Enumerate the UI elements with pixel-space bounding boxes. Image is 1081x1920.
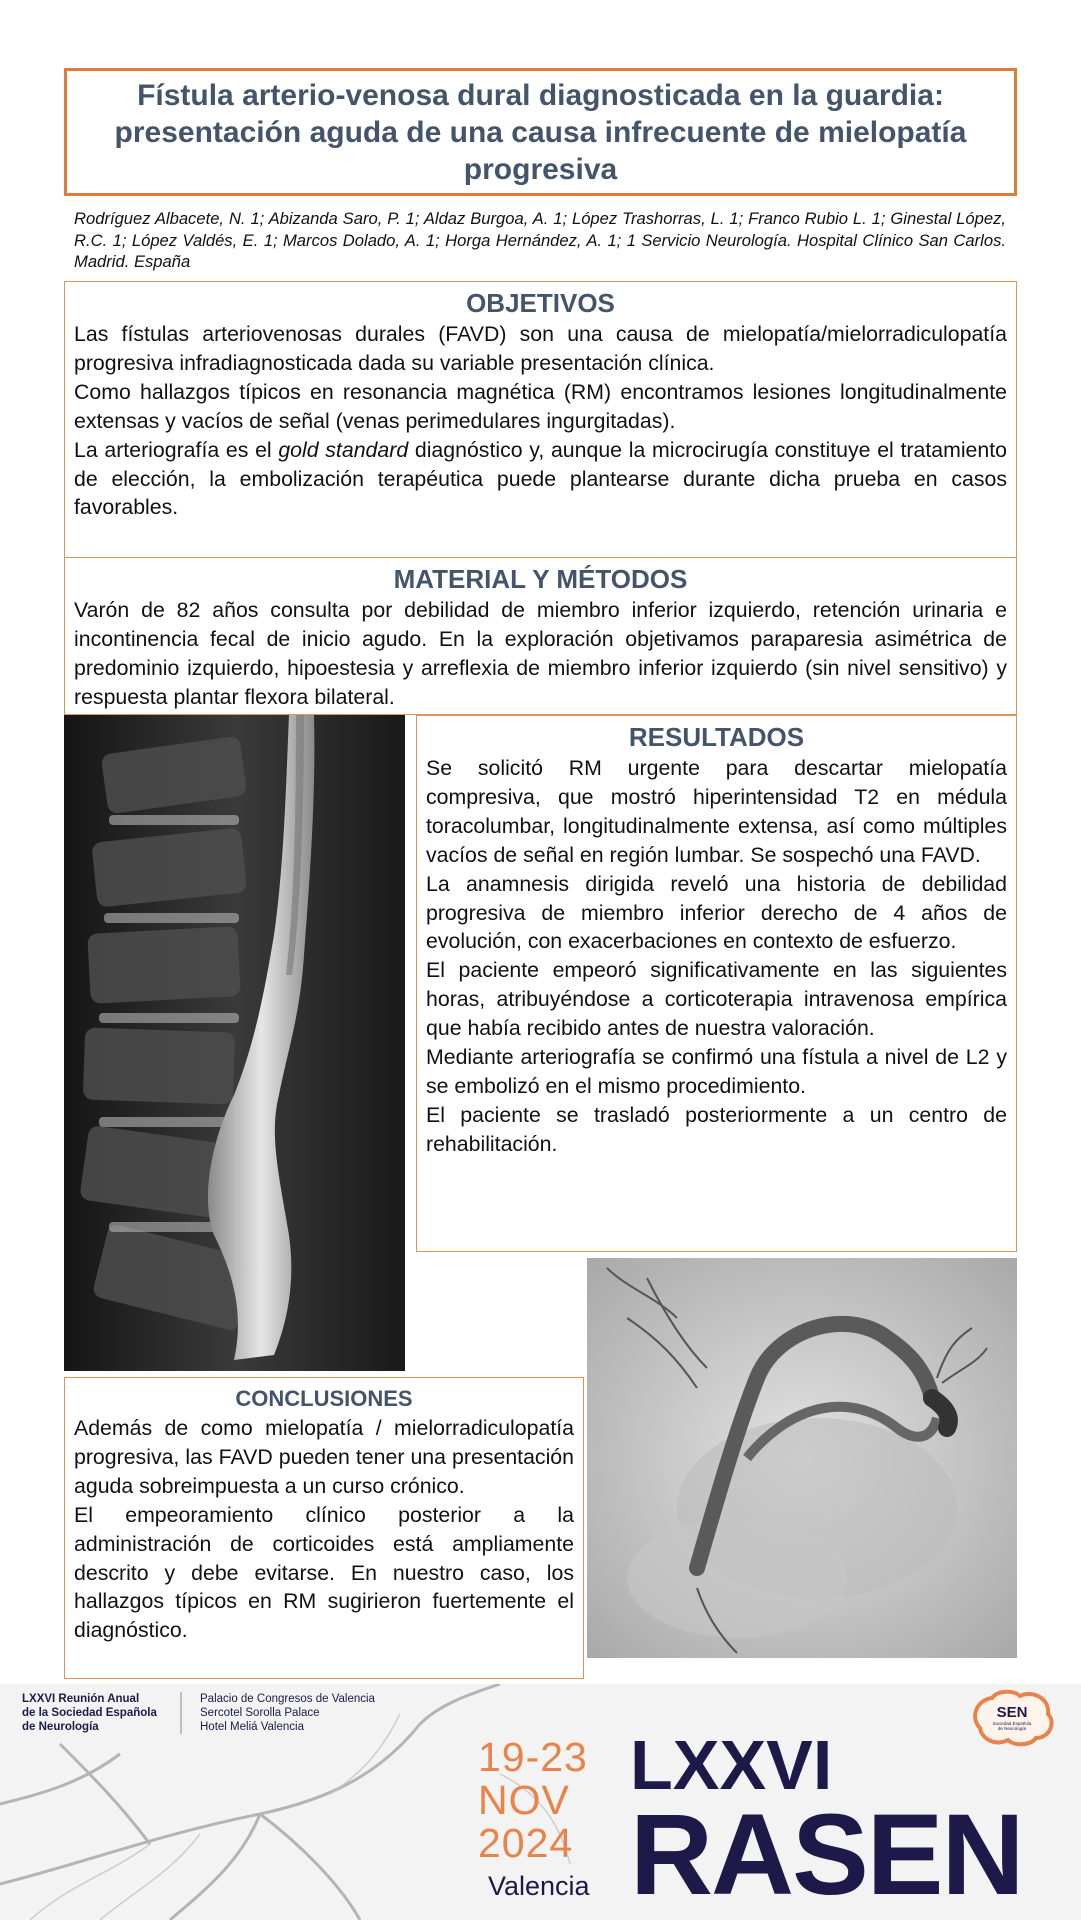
angiography-image — [587, 1258, 1017, 1658]
title-box — [64, 68, 1017, 196]
material-heading: MATERIAL Y MÉTODOS — [393, 564, 688, 594]
brand-rasen: RASEN — [630, 1791, 1023, 1919]
resultados-heading: RESULTADOS — [628, 722, 805, 752]
mri-image — [64, 715, 405, 1371]
conclusiones-heading: CONCLUSIONES — [235, 1386, 413, 1411]
venue-3: Hotel Meliá Valencia — [200, 1721, 304, 1733]
dates-month: NOV — [478, 1777, 570, 1823]
venues — [200, 1692, 375, 1734]
org-name — [22, 1692, 157, 1734]
sen-sub-2: de Neurología — [997, 1726, 1027, 1731]
resultados-paragraph-2: La anamnesis dirigida reveló una historia de debilidad progresiva de miembro inferior derecho de 4 años de evolución, con exacerbaciones en contexto de esfuerzo. — [426, 871, 1007, 954]
resultados-section — [416, 715, 1017, 1252]
resultados-paragraph-3: El paciente empeoró significativamente en las siguientes horas, atribuyéndose a corticoterapia intravenosa empírica que había recibido antes de nuestra valoración. — [426, 958, 1007, 1041]
objetivos-section — [64, 281, 1017, 558]
sen-logo-text: SEN — [996, 1704, 1028, 1721]
mri-illustration — [64, 715, 405, 1371]
brand-lxxvi: LXXVI — [630, 1726, 833, 1804]
resultados-paragraph-1: Se solicitó RM urgente para descartar mielopatía compresiva, que mostró hiperintensidad T2 en médula toracolumbar, longitudinalmente extensa, así como múltiples vacíos de señal en región lumbar. Se sospechó una FAVD. — [426, 756, 1007, 867]
event-city: Valencia — [488, 1871, 590, 1901]
objetivos-p3-text-b: diagnóstico y, aunque la microcirugía constituye el tratamiento de elección, la embolización terapéutica puede plantearse durante dicha prueba en casos favorables. — [74, 437, 1008, 520]
angiography-illustration — [587, 1258, 1017, 1658]
org-line-2: de la Sociedad Española — [22, 1707, 157, 1719]
conclusiones-paragraph-2: El empeoramiento clínico posterior a la administración de corticoides está ampliamente descrito y debe evitarse. En nuestro caso, los hallazgos típicos en RM sugirieron fuertemente el diagnóstico. — [74, 1502, 574, 1643]
objetivos-paragraph-3 — [74, 436, 1007, 523]
objetivos-p3-text-a: La arteriografía es el — [74, 437, 279, 462]
material-paragraph: Varón de 82 años consulta por debilidad de miembro inferior izquierdo, retención urinaria e incontinencia fecal de inicio agudo. En la exploración objetivamos paraparesia asimétrica de predominio izquierdo, hipoestesia y arreflexia de miembro inferior izquierdo (sin nivel sensitivo) y respuesta plantar flexora bilateral. — [74, 598, 1007, 709]
dates-year: 2024 — [478, 1820, 574, 1866]
sen-logo-subtitle — [966, 1721, 1058, 1731]
poster-title: Fístula arterio-venosa dural diagnosticada en la guardia: presentación aguda de una causa infrecuente de mielopatía progresiva — [114, 78, 967, 186]
objetivos-heading: OBJETIVOS — [466, 288, 615, 318]
venue-1: Palacio de Congresos de Valencia — [200, 1693, 375, 1705]
authors: Rodríguez Albacete, N. 1; Abizanda Saro, P. 1; Aldaz Burgoa, A. 1; López Trashorras, L. 1; Franco Rubio L. 1; Ginestal López, R.C. 1; López Valdés, E. 1; Marcos Dolado, A. 1; Horga Hernández, A. 1; 1 Servicio Neurología. Hospital Clínico San Carlos. Madrid. España — [74, 209, 1006, 271]
conclusiones-section — [64, 1377, 584, 1679]
material-section — [64, 557, 1017, 715]
objetivos-p3-emphasis: gold standard — [278, 437, 409, 462]
resultados-paragraph-5: El paciente se trasladó posteriormente a un centro de rehabilitación. — [426, 1102, 1007, 1156]
event-dates — [478, 1736, 588, 1865]
objetivos-paragraph-1: Las fístulas arteriovenosas durales (FAVD) son una causa de mielopatía/mielorradiculopatía progresiva infradiagnosticada dada su variable presentación clínica. — [74, 322, 1007, 375]
resultados-paragraph-4: Mediante arteriografía se confirmó una fístula a nivel de L2 y se embolizó en el mismo procedimiento. — [426, 1045, 1007, 1098]
dates-days: 19-23 — [478, 1734, 588, 1780]
venue-2: Sercotel Sorolla Palace — [200, 1707, 320, 1719]
conclusiones-paragraph-1: Además de como mielopatía / mielorradiculopatía progresiva, las FAVD pueden tener una presentación aguda sobreimpuesta a un curso crónico. — [74, 1416, 574, 1498]
footer-banner — [0, 1684, 1081, 1920]
org-line-1: LXXVI Reunión Anual — [22, 1693, 140, 1705]
sen-logo — [966, 1688, 1058, 1748]
objetivos-paragraph-2: Como hallazgos típicos en resonancia magnética (RM) encontramos lesiones longitudinalmente extensas y vacíos de señal (venas perimedulares ingurgitadas). — [74, 379, 1007, 433]
org-line-3: de Neurología — [22, 1721, 99, 1733]
sen-sub-1: Sociedad Española — [992, 1721, 1032, 1726]
